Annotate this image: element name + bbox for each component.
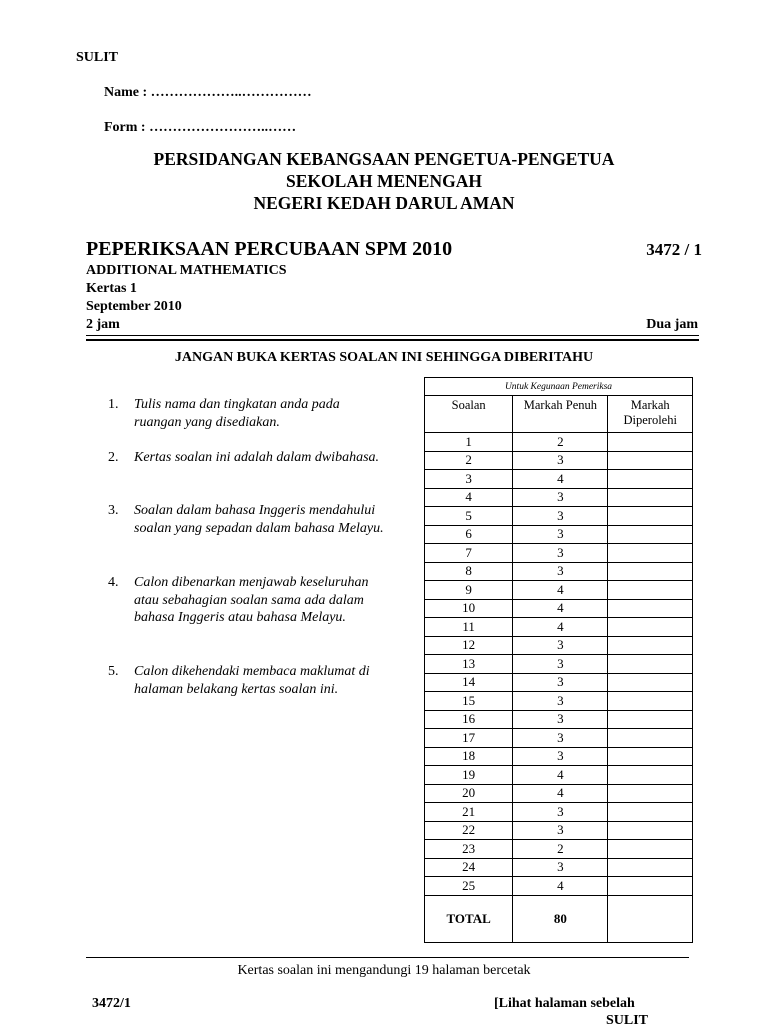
full-marks: 3 [513,544,608,563]
full-marks: 3 [513,525,608,544]
full-marks: 4 [513,599,608,618]
marks-obtained[interactable] [608,821,693,840]
page-count-note: Kertas soalan ini mengandungi 19 halaman bercetak [237,963,531,978]
organizer-line-1: PERSIDANGAN KEBANGSAAN PENGETUA-PENGETUA [153,149,615,169]
question-number: 22 [425,821,513,840]
question-number: 9 [425,581,513,600]
question-number: 13 [425,655,513,674]
header-soalan: Soalan [425,396,513,433]
full-marks: 3 [513,673,608,692]
footer-code: 3472/1 [92,996,131,1011]
marks-obtained[interactable] [608,729,693,748]
question-number: 4 [425,488,513,507]
instruction-text: Calon dibenarkan menjawab keseluruhan atau sebahagian soalan sama ada dalam bahasa Inggeris atau bahasa Melayu. [134,575,369,625]
form-field[interactable]: Form : ……………………..…… [104,120,297,135]
marks-obtained[interactable] [608,636,693,655]
full-marks: 4 [513,581,608,600]
organizer-line-3: NEGERI KEDAH DARUL AMAN [253,193,515,213]
full-marks: 3 [513,655,608,674]
marks-obtained[interactable] [608,747,693,766]
instruction-item [108,396,388,431]
instruction-number: 1. [108,397,119,412]
table-row [425,692,693,711]
question-number: 1 [425,433,513,452]
marks-obtained[interactable] [608,581,693,600]
full-marks: 3 [513,821,608,840]
question-number: 20 [425,784,513,803]
question-number: 11 [425,618,513,637]
instruction-item [108,449,388,467]
instruction-number: 2. [108,450,119,465]
marks-obtained[interactable] [608,692,693,711]
question-number: 6 [425,525,513,544]
table-row [425,636,693,655]
footer-sulit: SULIT [606,1013,649,1028]
question-number: 19 [425,766,513,785]
instruction-text: Tulis nama dan tingkatan anda pada ruangan yang disediakan. [134,397,340,430]
paper-code: 3472 / 1 [646,240,702,259]
header-markah-penuh: Markah Penuh [513,396,608,433]
footer-divider [86,957,689,958]
marks-obtained[interactable] [608,451,693,470]
full-marks: 3 [513,803,608,822]
full-marks: 3 [513,710,608,729]
full-marks: 3 [513,562,608,581]
sulit-label: SULIT [76,50,119,65]
next-page-note: [Lihat halaman sebelah [494,996,635,1011]
marks-obtained[interactable] [608,840,693,859]
table-row [425,562,693,581]
table-row [425,488,693,507]
marks-obtained[interactable] [608,803,693,822]
instruction-item [108,663,388,698]
table-row [425,821,693,840]
marks-obtained[interactable] [608,710,693,729]
marks-obtained[interactable] [608,673,693,692]
table-row [425,507,693,526]
table-row [425,470,693,489]
full-marks: 3 [513,507,608,526]
marks-obtained[interactable] [608,618,693,637]
question-number: 16 [425,710,513,729]
table-row [425,581,693,600]
table-row [425,451,693,470]
divider-thick [86,339,699,341]
name-field[interactable]: Name : ………………..…………… [104,85,312,100]
marks-obtained[interactable] [608,766,693,785]
marks-obtained[interactable] [608,784,693,803]
table-row [425,599,693,618]
question-number: 18 [425,747,513,766]
full-marks: 4 [513,766,608,785]
full-marks: 4 [513,877,608,896]
table-row [425,433,693,452]
table-row [425,710,693,729]
full-marks: 3 [513,451,608,470]
duration-right: Dua jam [646,317,698,332]
instruction-text: Soalan dalam bahasa Inggeris mendahului soalan yang sepadan dalam bahasa Melayu. [134,503,384,536]
header-markah-diperolehi: Markah Diperolehi [608,396,693,433]
instruction-number: 5. [108,664,119,679]
instruction-number: 4. [108,575,119,590]
question-number: 2 [425,451,513,470]
question-number: 7 [425,544,513,563]
total-label: TOTAL [425,895,513,942]
table-caption: Untuk Kegunaan Pemeriksa [425,378,693,396]
question-number: 10 [425,599,513,618]
marks-obtained[interactable] [608,488,693,507]
full-marks: 3 [513,636,608,655]
paper-number: Kertas 1 [86,281,137,296]
marks-obtained[interactable] [608,655,693,674]
question-number: 8 [425,562,513,581]
instruction-number: 3. [108,503,119,518]
full-marks: 4 [513,784,608,803]
table-row [425,525,693,544]
question-number: 12 [425,636,513,655]
marks-obtained[interactable] [608,433,693,452]
question-number: 25 [425,877,513,896]
marks-obtained[interactable] [608,877,693,896]
table-row [425,877,693,896]
marks-table [424,377,693,943]
full-marks: 4 [513,618,608,637]
full-marks: 3 [513,488,608,507]
question-number: 15 [425,692,513,711]
table-row [425,673,693,692]
full-marks: 2 [513,433,608,452]
table-row [425,766,693,785]
instruction-text: Kertas soalan ini adalah dalam dwibahasa. [134,450,380,465]
marks-obtained[interactable] [608,562,693,581]
organizer-line-2: SEKOLAH MENENGAH [286,171,482,191]
full-marks: 4 [513,470,608,489]
table-row [425,729,693,748]
subject: ADDITIONAL MATHEMATICS [86,263,287,278]
total-obtained-cell[interactable] [608,895,693,942]
question-number: 21 [425,803,513,822]
marks-obtained[interactable] [608,858,693,877]
question-number: 14 [425,673,513,692]
table-row [425,840,693,859]
full-marks: 3 [513,858,608,877]
duration-left: 2 jam [86,317,120,332]
table-row [425,655,693,674]
full-marks: 2 [513,840,608,859]
marks-obtained[interactable] [608,599,693,618]
question-number: 24 [425,858,513,877]
total-value: 80 [513,895,608,942]
marks-obtained[interactable] [608,507,693,526]
full-marks: 3 [513,729,608,748]
divider-thin [86,335,699,336]
instruction-item [108,502,388,537]
question-number: 3 [425,470,513,489]
warning-notice: JANGAN BUKA KERTAS SOALAN INI SEHINGGA DIBERITAHU [174,350,594,365]
exam-title: PEPERIKSAAN PERCUBAAN SPM 2010 [86,238,453,260]
full-marks: 3 [513,692,608,711]
marks-obtained[interactable] [608,525,693,544]
question-number: 5 [425,507,513,526]
table-row [425,544,693,563]
marks-obtained[interactable] [608,470,693,489]
question-number: 23 [425,840,513,859]
table-row [425,618,693,637]
marks-obtained[interactable] [608,544,693,563]
full-marks: 3 [513,747,608,766]
instruction-item [108,574,388,627]
question-number: 17 [425,729,513,748]
table-row [425,747,693,766]
table-row [425,858,693,877]
exam-date: September 2010 [86,299,182,314]
table-row [425,803,693,822]
instruction-text: Calon dikehendaki membaca maklumat di halaman belakang kertas soalan ini. [134,664,370,697]
table-row [425,784,693,803]
